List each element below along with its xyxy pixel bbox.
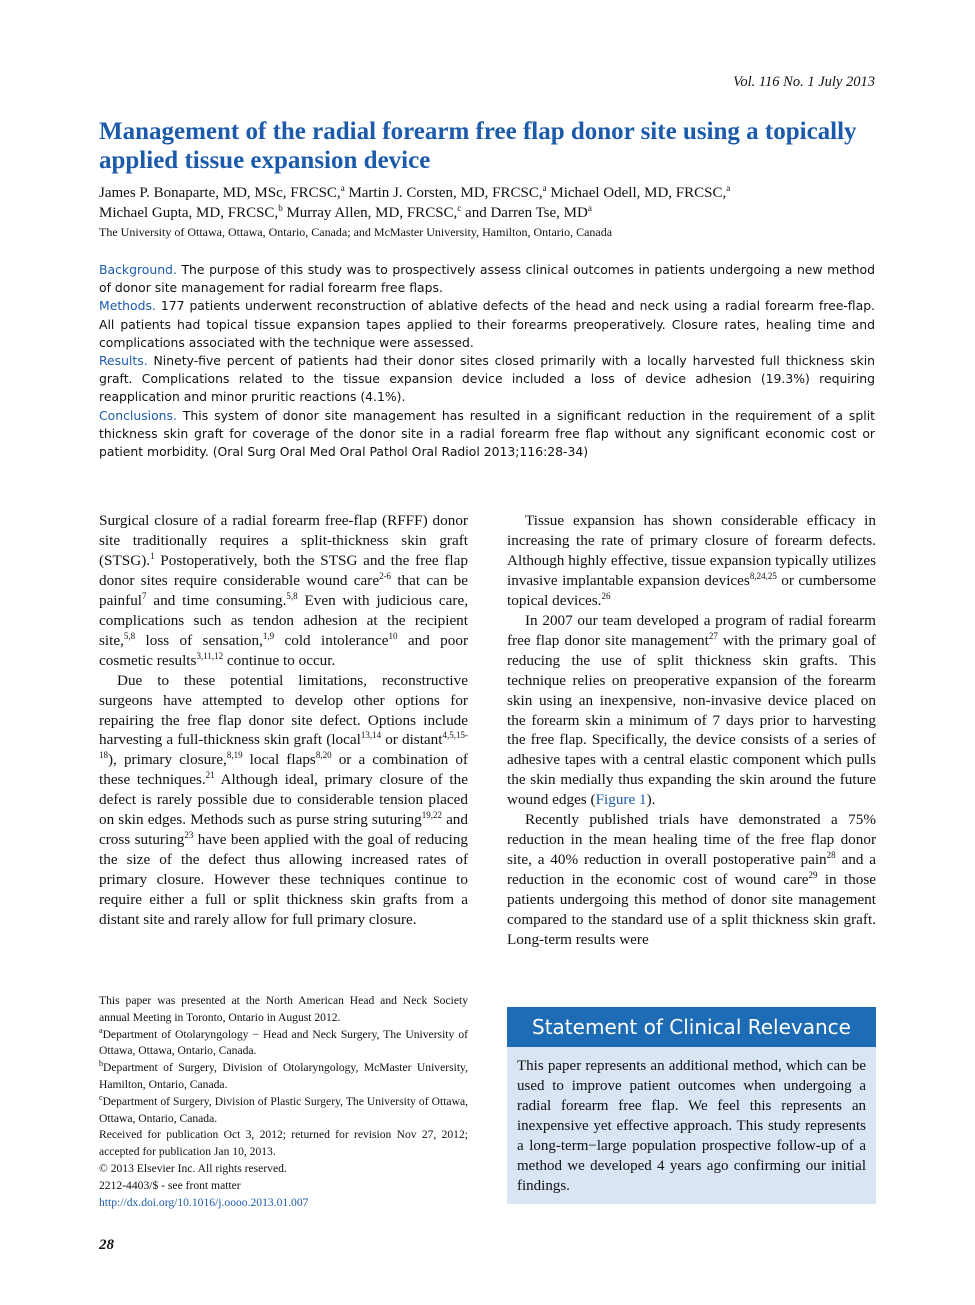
body-text: cold intolerance	[274, 631, 389, 649]
body-text: ).	[646, 791, 656, 809]
citation: 28	[826, 850, 836, 861]
footnote-presented: This paper was presented at the North American Head and Neck Society annual Meeting in Toronto, Ontario in August 2012.	[99, 994, 468, 1024]
citation: 5,8	[286, 590, 298, 601]
body-text: or distant	[381, 731, 443, 749]
footnotes	[99, 993, 468, 1211]
citation: 29	[808, 870, 818, 881]
abstract-methods	[99, 297, 875, 352]
body-text: loss of sensation,	[135, 631, 263, 649]
footnote-affil-a	[99, 1027, 468, 1061]
clinical-relevance-title: Statement of Clinical Relevance	[507, 1007, 876, 1047]
body-text: Recently published trials have demonstrated a 75% reduction in the mean healing time of the free flap donor site, a 40% reduction in overall postoperative pain	[507, 811, 876, 869]
author-name: Michael Odell, MD, FRCSC,	[546, 185, 727, 201]
body-text: and a reduction in the economic cost of wound care	[507, 851, 876, 889]
author-list	[99, 183, 879, 223]
abstract-conclusions	[99, 407, 875, 462]
body-paragraph	[99, 511, 468, 671]
author-name: and Darren Tse, MD	[461, 205, 588, 221]
citation: 8,19	[226, 750, 243, 761]
abstract-background	[99, 261, 875, 297]
footnote-copyright: © 2013 Elsevier Inc. All rights reserved.	[99, 1161, 287, 1175]
author-affil-mark: a	[587, 203, 592, 213]
body-text: or cumbersome topical devices.	[507, 571, 877, 609]
footnote-text: Department of Surgery, Division of Otolaryngology, McMaster University, Hamilton, Ontario, Canada.	[99, 1061, 468, 1091]
footnote-mark: a	[99, 1025, 103, 1035]
body-text: Due to these potential limitations, reconstructive surgeons have attempted to develop other options for repairing the free flap donor site defect. Options include harvesting a full-thickness skin graft (local	[99, 671, 468, 749]
body-text: Although ideal, primary closure of the defect is rarely possible due to considerable tension placed on skin edges. Methods such as purse string suturing	[99, 771, 468, 829]
citation: 3,11,12	[196, 650, 224, 661]
abstract	[99, 261, 875, 461]
citation: 8,20	[315, 750, 332, 761]
citation: 1	[150, 550, 155, 561]
page-number: 28	[99, 1237, 114, 1253]
journal-reference: Vol. 116 No. 1 July 2013	[733, 74, 875, 90]
body-text: In 2007 our team developed a program of radial forearm free flap donor site management	[507, 611, 876, 649]
author-affil-mark: a	[726, 183, 731, 193]
body-text: Surgical closure of a radial forearm free-flap (RFFF) donor site traditionally requires a split-thickness skin graft (STSG).	[99, 512, 468, 569]
body-text: local flaps	[242, 751, 316, 769]
footnote-issn: 2212-4403/$ - see front matter	[99, 1178, 241, 1192]
abstract-label: Background.	[99, 262, 177, 277]
author-affil-mark: a	[542, 183, 547, 193]
clinical-relevance-box	[507, 1007, 876, 1204]
footnote-affil-c	[99, 1094, 468, 1128]
footnote-mark: b	[99, 1059, 103, 1069]
author-name: Michael Gupta, MD, FRCSC,	[99, 205, 279, 221]
citation: 1,9	[262, 630, 275, 641]
citation: 4,5,15-18	[99, 730, 468, 761]
body-text: in those patients undergoing this method of donor site management compared to the standard use of a split thickness skin graft. Long-term results were	[507, 871, 877, 949]
body-text: Postoperatively, both the STSG and the free flap donor sites require considerable wound care	[99, 551, 468, 589]
clinical-relevance-text: This paper represents an additional method, which can be used to improve patient outcomes when undergoing a radial forearm free flap. We feel this represents an inexpensive yet effective approach. This study represents a long-term−large population prospective follow-up of a method we developed 4 years ago confirming our initial findings.	[517, 1058, 866, 1194]
abstract-text: Ninety-five percent of patients had their donor sites closed primarily with a locally harvested full thickness skin graft. Complications related to the tissue expansion device included a loss of device adhesion (19.3%) requiring reapplication and minor pruritic reactions (4.1%).	[99, 353, 875, 405]
body-column-left	[99, 511, 468, 930]
footnote-text: Department of Surgery, Division of Plastic Surgery, The University of Ottawa, Ottawa, Ontario, Canada.	[99, 1094, 468, 1125]
author-affil-mark: c	[457, 203, 462, 213]
citation: 7	[142, 590, 147, 601]
doi-link[interactable]: http://dx.doi.org/10.1016/j.oooo.2013.01.007	[99, 1195, 309, 1209]
abstract-results	[99, 352, 875, 407]
author-name: Martin J. Corsten, MD, FRCSC,	[344, 185, 543, 201]
body-paragraph	[507, 511, 876, 611]
abstract-text: This system of donor site management has resulted in a significant reduction in the requirement of a split thickness skin graft for coverage of the donor site in a radial forearm free flap without any significant economic cost or patient morbidity. (Oral Surg Oral Med Oral Pathol Oral Radiol 2013;116:28-34)	[99, 407, 875, 460]
citation: 10	[388, 630, 398, 641]
abstract-text: The purpose of this study was to prospectively assess clinical outcomes in patients undergoing a new method of donor site management for radial forearm free flaps.	[99, 262, 875, 296]
body-text: Tissue expansion has shown considerable efficacy in increasing the rate of primary closure of forearm defects. Although highly effective, tissue expansion typically utilizes invasive implantable expansion devices	[507, 512, 876, 589]
author-affil-mark: b	[278, 203, 283, 213]
body-paragraph	[507, 810, 876, 950]
citation: 2-6	[379, 570, 392, 581]
body-text: and time consuming.	[146, 591, 287, 609]
abstract-label: Conclusions.	[99, 407, 177, 423]
body-text: and cross suturing	[99, 811, 468, 849]
footnote-received: Received for publication Oct 3, 2012; returned for revision Nov 27, 2012; accepted for publication Jan 10, 2013.	[99, 1128, 468, 1159]
body-text: ), primary closure,	[108, 751, 227, 769]
abstract-label: Results.	[99, 353, 148, 369]
citation: 27	[708, 630, 718, 641]
body-text: continue to occur.	[223, 651, 336, 669]
author-name: Murray Allen, MD, FRCSC,	[282, 205, 458, 221]
citation: 26	[601, 590, 611, 601]
citation: 8,24,25	[749, 570, 777, 581]
body-text: have been applied with the goal of reducing the size of the defect thus allowing increased rates of primary closure. However these techniques continue to require either a full or split thickness skin grafts from a distant site and rarely allow for full primary closure.	[99, 831, 469, 929]
figure-1-link[interactable]: Figure 1	[595, 791, 647, 809]
footnote-text: Department of Otolaryngology − Head and Neck Surgery, The University of Ottawa, Ottawa, Ontario, Canada.	[99, 1027, 468, 1058]
citation: 19,22	[421, 810, 442, 821]
article-title: Management of the radial forearm free flap donor site using a topically applied tissue expansion device	[99, 118, 857, 174]
author-name: James P. Bonaparte, MD, MSc, FRCSC,	[99, 185, 341, 201]
body-column-right	[507, 511, 876, 950]
affiliation-line: The University of Ottawa, Ottawa, Ontario, Canada; and McMaster University, Hamilton, Ontario, Canada	[99, 225, 613, 239]
body-text: and poor cosmetic results	[99, 631, 468, 669]
abstract-text: 177 patients underwent reconstruction of ablative defects of the head and neck using a radial forearm free-flap. All patients had topical tissue expansion tapes applied to their forearms preoperatively. Closure rates, healing time and complications associated with the technique were assessed.	[99, 298, 875, 350]
author-affil-mark: a	[340, 183, 345, 193]
author-line-2	[99, 203, 879, 223]
citation: 21	[205, 770, 215, 781]
body-text: with the primary goal of reducing the use of split thickness skin grafts. This technique relies on preoperative expansion of the forearm skin using an inexpensive, non-invasive device placed on the forearm skin a minimum of 7 days prior to harvesting the free flap. Specifically, the device consists of a series of adhesive tapes with a central elastic component which pulls the skin medially thus expanding the skin around the future wound edges (	[507, 631, 876, 809]
citation: 13,14	[360, 730, 382, 741]
body-text: Even with judicious care, complications such as tendon adhesion at the recipient site,	[99, 591, 468, 649]
footnote-mark: c	[99, 1092, 103, 1102]
citation: 5,8	[123, 630, 136, 641]
author-line-1	[99, 183, 879, 203]
footnote-doi	[99, 1195, 468, 1212]
body-text: or a combination of these techniques.	[99, 751, 468, 789]
abstract-label: Methods.	[99, 298, 156, 314]
body-paragraph	[99, 671, 468, 930]
footnote-affil-b	[99, 1060, 468, 1094]
citation: 23	[184, 830, 194, 841]
body-paragraph	[507, 611, 876, 811]
body-text: that can be painful	[99, 571, 468, 609]
